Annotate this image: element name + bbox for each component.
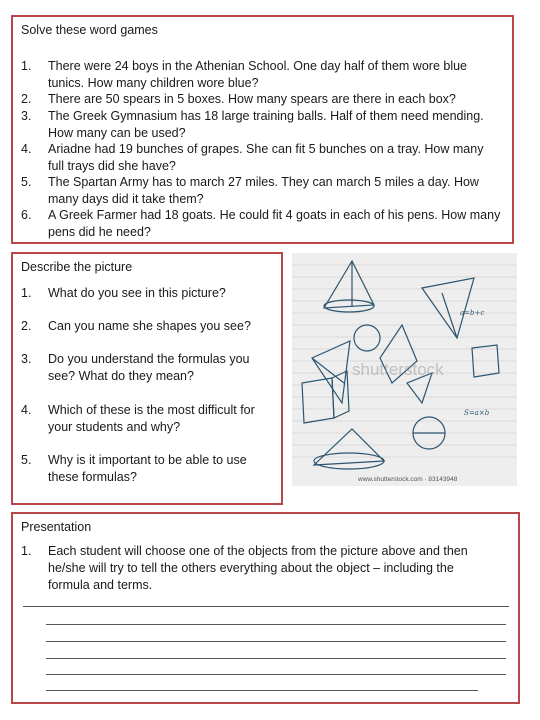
answer-line xyxy=(46,641,506,642)
formula-annotation-a: a=b+c xyxy=(460,309,485,317)
word-games-title: Solve these word games xyxy=(21,23,158,37)
presentation-title: Presentation xyxy=(21,520,92,534)
formula-annotation-b: S=a×b xyxy=(464,409,490,417)
geometry-sketch-image xyxy=(292,253,517,486)
describe-picture-title: Describe the picture xyxy=(21,260,133,274)
geometry-sketch-svg xyxy=(292,253,517,486)
answer-line xyxy=(23,606,509,607)
answer-line xyxy=(46,624,506,625)
word-games-box: Solve these word games 1. There were 24 boys in the Athenian School. One day half of them wore blue tunics. How many children wore blue? 2. There are 50 spears in 5 boxes. How many spears are there in each box? 3. The Greek Gymnasium has 18 large training balls. Half of them need mending. How many can be used? 4. Ariadne had 19 bunches of grapes. She can fit 5 bunches on a tray. How many full trays did she have? 5. The Spartan Army has to march 27 miles. They can march 5 miles a day. How many days did it take them? 6. A Greek Farmer had 18 goats. He could fit 4 goats in each of his pens. How many pens did he need? xyxy=(11,15,514,244)
image-caption: www.shutterstock.com · 83143948 xyxy=(358,476,458,483)
watermark-text: shutterstock xyxy=(352,360,444,379)
presentation-box: Presentation 1. Each student will choose one of the objects from the picture above and then he/she will try to tell the others everything about the object – including the formula and terms. xyxy=(11,512,520,704)
answer-line xyxy=(46,674,506,675)
describe-picture-box: Describe the picture 1. What do you see in this picture? 2. Can you name she shapes you see? 3. Do you understand the formulas you see? What do they mean? 4. Which of these is the most difficult for your students and why? 5. Why is it important to be able to use these formulas? xyxy=(11,252,283,505)
answer-line xyxy=(46,658,506,659)
answer-line xyxy=(46,690,478,691)
